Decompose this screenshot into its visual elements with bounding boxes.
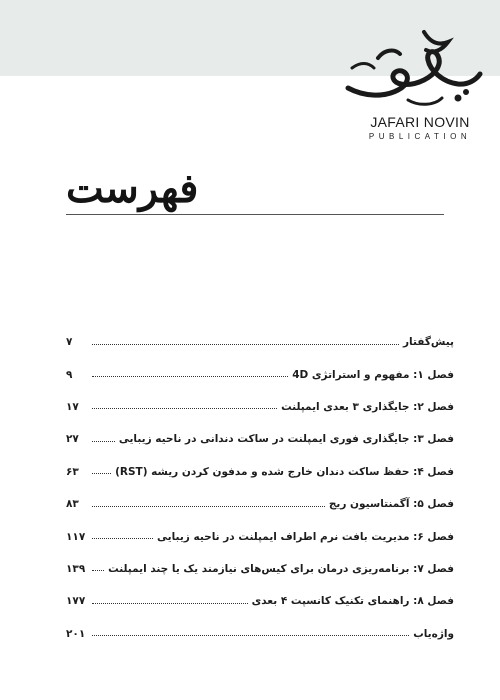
- publisher-logo: [330, 28, 495, 148]
- toc-entry[interactable]: [66, 585, 454, 617]
- toc-entry-page: ۹: [66, 368, 73, 381]
- calligraphy-logo-icon: [338, 28, 488, 113]
- title-divider: [66, 214, 444, 215]
- toc-entry[interactable]: [66, 423, 454, 455]
- toc-dot-leader: [92, 473, 111, 474]
- toc-entry[interactable]: [66, 553, 454, 585]
- toc-entry-page: ۸۳: [66, 498, 79, 511]
- toc-dot-leader: [92, 408, 277, 409]
- toc-entry-label: پیش‌گفتار: [402, 336, 454, 349]
- toc-dot-leader: [92, 344, 399, 345]
- toc-entry[interactable]: [66, 520, 454, 552]
- toc-dot-leader: [92, 603, 248, 604]
- toc-dot-leader: [92, 538, 153, 539]
- toc-dot-leader: [92, 635, 409, 636]
- toc-entry[interactable]: [66, 391, 454, 423]
- toc-entry-page: ۲۷: [66, 433, 79, 446]
- toc-entry-page: ۱۳۹: [66, 562, 86, 575]
- toc-dot-leader: [92, 570, 104, 571]
- toc-entry[interactable]: [66, 358, 454, 390]
- toc-entry-label: فصل ۳: جایگذاری فوری ایمپلنت در ساکت دندانی در ناحیه زیبایی: [118, 433, 454, 446]
- toc-entry-page: ۷: [66, 336, 73, 349]
- toc-entry[interactable]: [66, 456, 454, 488]
- toc-dot-leader: [92, 506, 325, 507]
- table-of-contents: [66, 326, 454, 650]
- toc-entry-page: ۱۷۷: [66, 595, 86, 608]
- toc-dot-leader: [92, 376, 288, 377]
- toc-entry-label: فصل ۲: جایگذاری ۳ بعدی ایمپلنت: [281, 400, 454, 413]
- page-title: فهرست: [66, 165, 199, 212]
- toc-entry[interactable]: [66, 618, 454, 650]
- toc-entry-label: فصل ۱: مفهوم و استراتژی 4D: [292, 368, 454, 381]
- publisher-tagline: PUBLICATION: [368, 132, 472, 141]
- toc-entry-page: ۱۷: [66, 400, 79, 413]
- toc-entry-label: فصل ۶: مدیریت بافت نرم اطراف ایمپلنت در ناحیه زیبایی: [157, 530, 454, 543]
- toc-entry[interactable]: [66, 326, 454, 358]
- toc-entry-label: واژه‌یاب: [413, 627, 454, 640]
- publisher-name: JAFARI NOVIN: [370, 114, 470, 130]
- toc-entry-label: فصل ۴: حفظ ساکت دندان خارج شده و مدفون کردن ریشه (RST): [115, 465, 454, 478]
- toc-entry-page: ۶۳: [66, 465, 79, 478]
- title-block: [66, 165, 444, 225]
- toc-entry-label: فصل ۸: راهنمای تکنیک کانسپت ۴ بعدی: [251, 595, 454, 608]
- toc-dot-leader: [92, 441, 115, 442]
- toc-entry[interactable]: [66, 488, 454, 520]
- toc-entry-label: فصل ۷: برنامه‌ریزی درمان برای کیس‌های نیازمند یک یا چند ایمپلنت: [108, 562, 454, 575]
- toc-entry-label: فصل ۵: آگمنتاسیون ریج: [328, 498, 454, 511]
- toc-entry-page: ۱۱۷: [66, 530, 86, 543]
- toc-entry-page: ۲۰۱: [66, 627, 86, 640]
